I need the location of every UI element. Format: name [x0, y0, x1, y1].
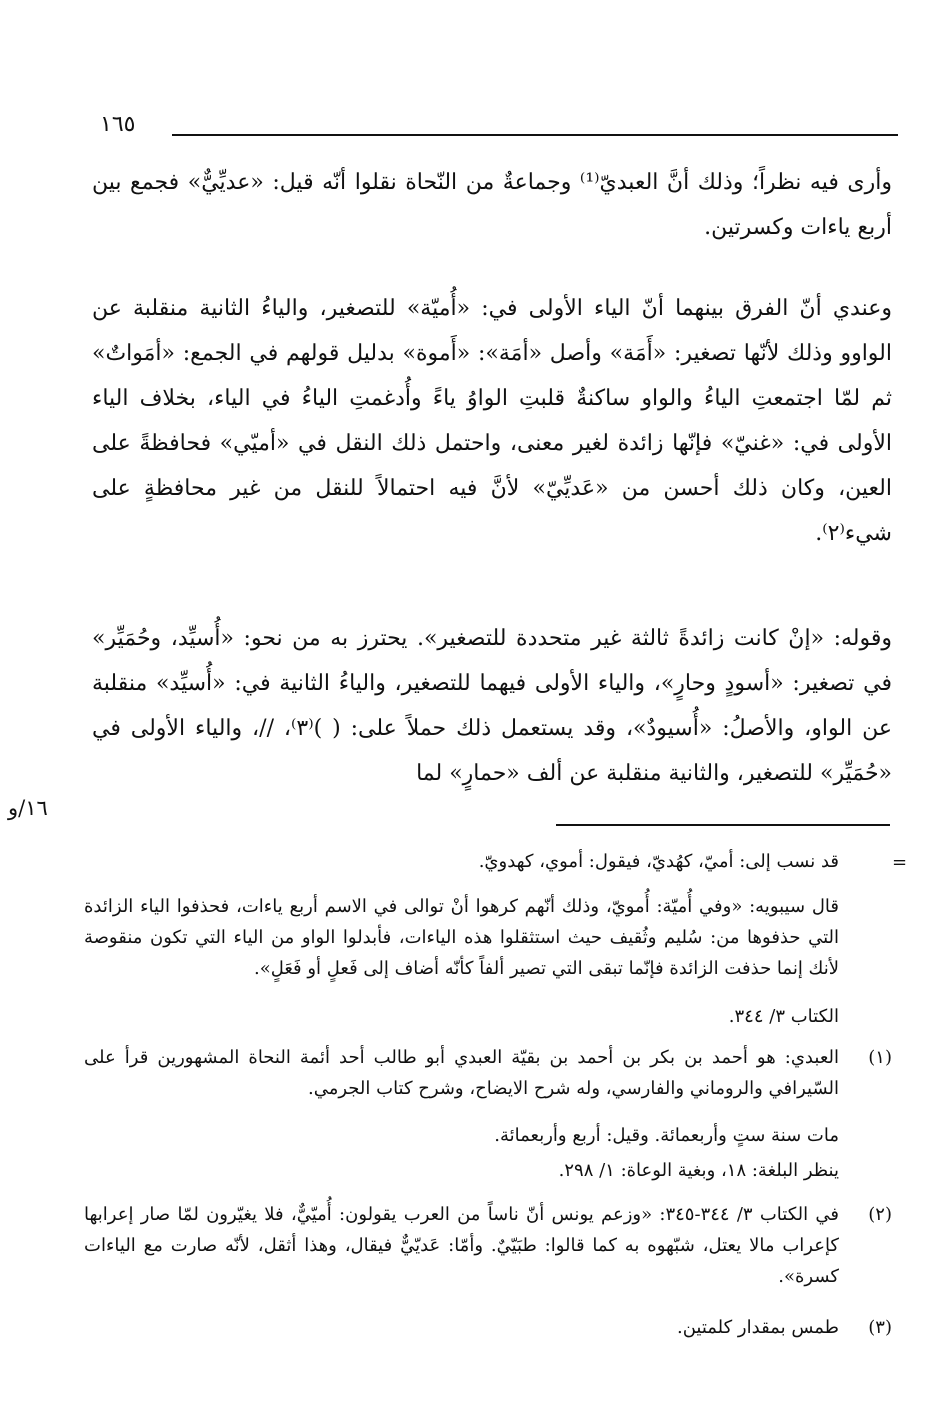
paragraph-2: وعندي أنّ الفرق بينهما أنّ الياء الأولى في: «أُميّة» للتصغير، والياءُ الثانية منقلبة عن الواوو وذلك لأنّها تصغير: «أَمَة» وأصل «أمَة»: «أَموة» بدليل قولهم في الجمع: «أمَواتٌ» ثم لمّا اجتمعتِ الياءُ والواو ساكنةٌ قلبتِ الواوُ ياءً وأُدغمتِ الياءُ في الياء، بخلاف الياء الأولى في: «غنيّ» فإنّها زائدة لغير معنى، واحتمل ذلك النقل في «أميّي» فحافظةً على العين، وكان ذلك أحسن من «عَديِّيّ» لأنَّ فيه احتمالاً للنقل من غير محافظةٍ على شيء⁽٢⁾.: [92, 296, 892, 546]
footnote-number-1: (١): [868, 1047, 892, 1068]
footnote-rule: [556, 824, 890, 826]
footnote-continuation-source: الكتاب ٣/ ٣٤٤.: [728, 1006, 839, 1027]
footnote-continuation-quote: قال سيبويه: «وفي أُميّة: أُمويّ، وذلك أنّهم كرهوا أنْ توالى في الاسم أربع ياءات، فحذفوا الياء الزائدة التي حذفوها من: سُليم وثُقيف حيث استثقلوا هذه الياءات، فأبدلوا الواو من الياء التي تكون منقوصة لأنك إنما حذفت الزائدة فإنّما تبقى التي تصير ألفاً كأنّه أضاف إلى فَعلٍ أو فَعَلٍ».: [84, 896, 839, 979]
footnote-number-3: (٣): [868, 1317, 892, 1338]
paragraph-1: وأرى فيه نظراً؛ وذلك أنَّ العبديّ⁽¹⁾ وجماعةٌ من النّحاة نقلوا أنّه قيل: «عديِّيٌّ» فجمع بين أربع ياءات وكسرتين.: [92, 170, 892, 240]
footnote-number-2: (٢): [868, 1204, 892, 1225]
margin-folio-note: ١٦/و: [8, 796, 48, 820]
header-rule: [172, 134, 898, 136]
footnote-1-death: مات سنة ستٍ وأربعمائة. وقيل: أربع وأربعمائة.: [494, 1125, 839, 1146]
footnote-1-text: العبدي: هو أحمد بن بكر بن أحمد بن بقيّة العبدي أبو طالب أحد أئمة النحاة المشهورين قرأ على السّيرافي والروماني والفارسي، وله شرح الايضاح، وشرح كتاب الجرمي.: [84, 1047, 839, 1099]
footnote-3-text: طمس بمقدار كلمتين.: [676, 1317, 839, 1338]
paragraph-3: وقوله: «إنْ كانت زائدةً ثالثة غير متحددة للتصغير». يحترز به من نحو: «أُسيِّد، وحُمَيِّر» في تصغير: «أسودٍ وحارٍ»، والياء الأولى فيهما للتصغير، والياءُ الثانية في: «أُسيِّد» منقلبة عن الواو، والأصلُ: «أُسيودٌ»، وقد يستعمل ذلك حملاً على: ( )⁽٣⁾، //، والياء الأولى في «حُمَيِّر» للتصغير، والثانية منقلبة عن ألف «حمارٍ» لما: [92, 626, 892, 786]
footnote-continuation-line-1: قد نسب إلى: أميّ، كهُديّ، فيقول: أموي، كهدويّ.: [478, 851, 839, 872]
footnote-2-text: في الكتاب ٣/ ٣٤٤-٣٤٥: «وزعم يونس أنّ ناساً من العرب يقولون: أُميّيٌّ، فلا يغيّرون لمّا صار إعرابها كإعراب مالا يعتل، شبّهوه به كما قالوا: طبَيّيٌ. وأمّا: عَديّيٌّ فيقال، وهذا أثقل، لأنّه صارت مع الياءات كسرة».: [84, 1204, 839, 1287]
page-number: ١٦٥: [100, 112, 136, 137]
footnote-1-source: ينظر البلغة: ١٨، وبغية الوعاة: ١/ ٢٩٨.: [558, 1160, 839, 1181]
footnote-continuation-mark: =: [892, 852, 908, 873]
